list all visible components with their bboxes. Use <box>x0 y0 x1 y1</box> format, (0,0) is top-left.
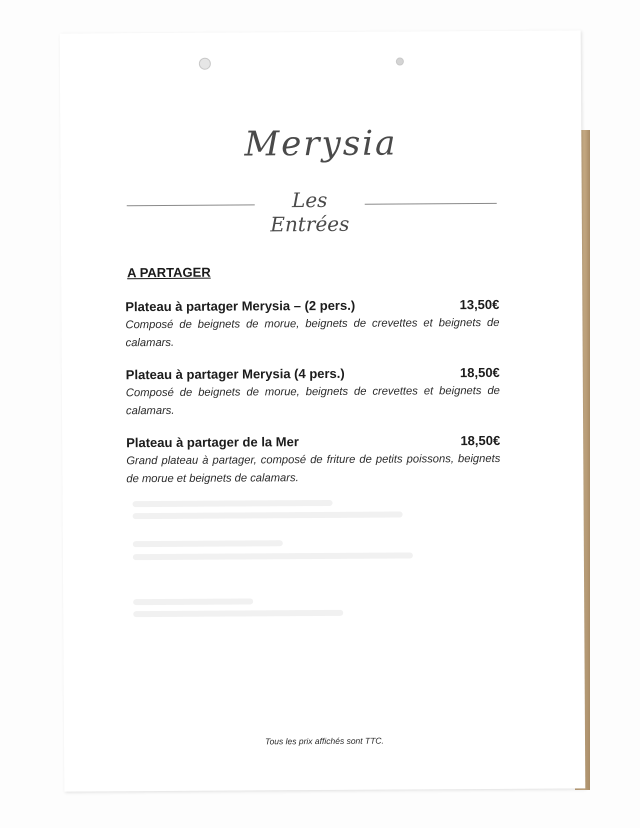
show-through-smudge <box>133 500 333 507</box>
menu-item-header <box>126 364 500 384</box>
section-divider-right <box>365 203 497 205</box>
restaurant-logo: Merysia <box>244 123 398 165</box>
menu-item <box>125 296 499 352</box>
menu-item-description: Composé de beignets de morue, beignets de crevettes et beignets de calamars. <box>125 316 500 350</box>
menu-item <box>126 432 500 488</box>
menu-item-price: 18,50€ <box>459 364 500 381</box>
menu-item-description: Composé de beignets de morue, beignets de crevettes et beignets de calamars. <box>125 384 500 418</box>
price-note: Tous les prix affichés sont TTC. <box>265 735 384 747</box>
category-heading: A PARTAGER <box>127 264 211 281</box>
menu-item-header <box>126 432 500 452</box>
menu-item-price: 18,50€ <box>460 432 501 449</box>
section-divider-left <box>127 204 255 206</box>
show-through-smudge <box>133 552 413 560</box>
menu-page <box>60 30 586 791</box>
menu-item-description: Grand plateau à partager, composé de friture de petits poissons, beignets de morue et beignets de calamars. <box>126 452 501 486</box>
show-through-smudge <box>133 540 283 547</box>
menu-item-header <box>125 296 499 316</box>
punch-hole-left <box>199 58 211 70</box>
section-title: Les Entrées <box>270 187 350 237</box>
show-through-smudge <box>133 512 403 520</box>
menu-item-price: 13,50€ <box>459 296 500 313</box>
menu-item <box>126 364 500 420</box>
menu-item-name: Plateau à partager Merysia – (2 pers.) <box>125 297 356 315</box>
menu-item-name: Plateau à partager Merysia (4 pers.) <box>125 365 345 383</box>
punch-hole-right <box>396 57 404 65</box>
menu-item-name: Plateau à partager de la Mer <box>126 434 299 451</box>
show-through-smudge <box>133 610 343 617</box>
show-through-smudge <box>133 598 253 605</box>
